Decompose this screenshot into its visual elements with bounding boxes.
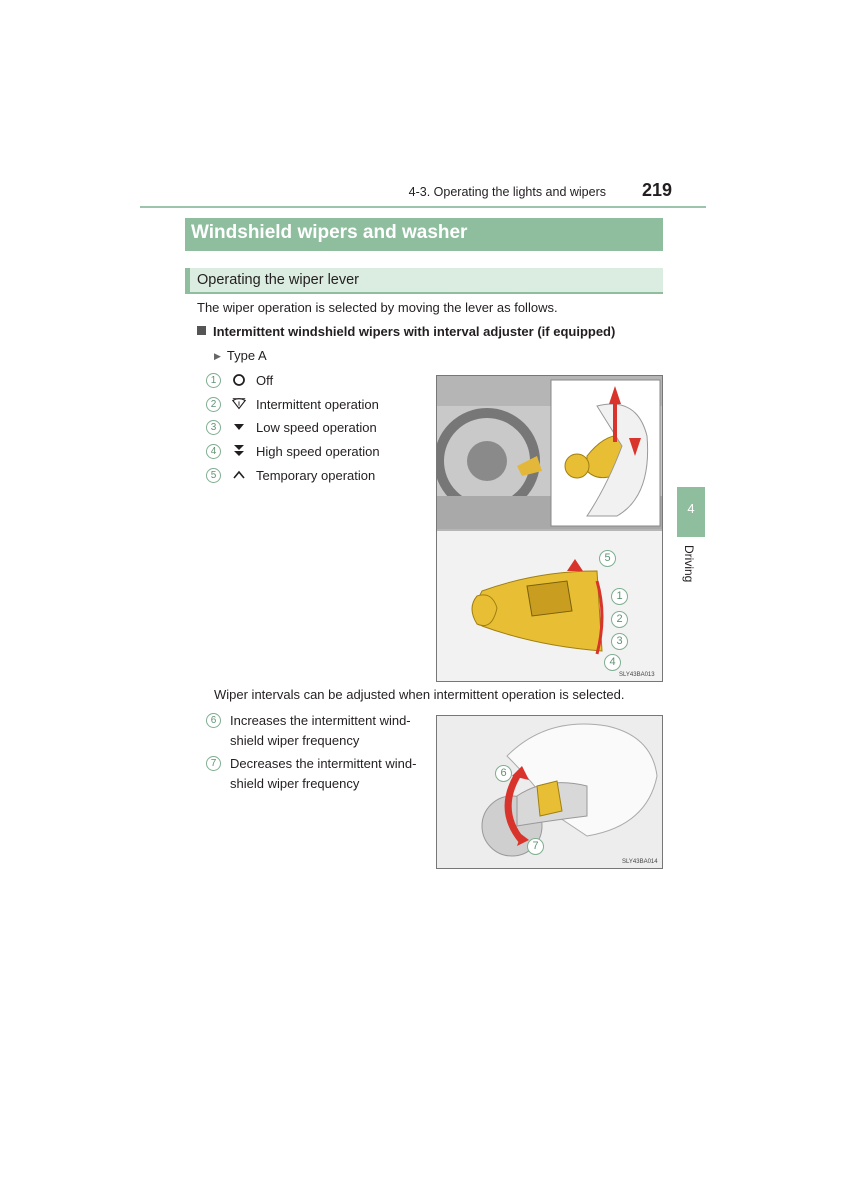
chapter-tab-label: Driving (682, 545, 696, 583)
position-marker: 5 (599, 548, 626, 567)
adjust-line: shield wiper frequency (230, 776, 360, 791)
chapter-tab: 4 (677, 487, 705, 537)
header-section-title: 4-3. Operating the lights and wipers (408, 185, 606, 199)
temporary-icon (231, 468, 247, 482)
position-marker: 6 (495, 763, 522, 782)
subsection-accent (185, 268, 190, 294)
interval-adjuster-figure (436, 715, 663, 869)
number-circle: 4 (206, 444, 221, 459)
position-marker: 2 (611, 609, 638, 628)
bullet-heading-text: Intermittent windshield wipers with interval adjuster (if equipped) (213, 324, 616, 339)
mode-item-intermittent (206, 394, 379, 414)
intro-text: The wiper operation is selected by moving the lever as follows. (197, 300, 558, 315)
triangle-bullet-icon: ▶ (214, 351, 221, 361)
mode-item-low (206, 417, 377, 437)
number-circle: 7 (206, 756, 221, 771)
high-speed-icon (231, 444, 247, 458)
figure-code: SLY43BA013 (619, 672, 655, 678)
adjust-line: Increases the intermittent wind- (230, 713, 411, 728)
mode-item-high (206, 441, 380, 461)
number-circle: 3 (206, 420, 221, 435)
mode-label: Temporary operation (256, 467, 376, 483)
page-number: 219 (641, 180, 672, 200)
section-title: Windshield wipers and washer (191, 222, 468, 243)
mode-label: Intermittent operation (256, 396, 379, 412)
square-bullet-icon (197, 326, 206, 335)
number-circle: 5 (206, 468, 221, 483)
interval-text: Wiper intervals can be adjusted when intermittent operation is selected. (214, 687, 625, 702)
subsection-title: Operating the wiper lever (197, 272, 359, 288)
number-circle: 6 (206, 713, 221, 728)
low-speed-icon (231, 420, 247, 434)
number-circle: 1 (206, 373, 221, 388)
adjust-decrease (206, 754, 426, 794)
type-label-text: Type A (226, 348, 267, 363)
mode-item-temporary (206, 465, 375, 485)
position-marker: 7 (527, 836, 554, 855)
intermittent-wiper-icon (231, 397, 247, 411)
adjust-line: Decreases the intermittent wind- (230, 756, 417, 771)
number-circle: 2 (206, 397, 221, 412)
position-marker: 1 (611, 586, 638, 605)
wiper-lever-figure (436, 375, 663, 682)
figure-code: SLY43BA014 (622, 859, 658, 865)
position-marker: 4 (604, 652, 631, 671)
bullet-heading (197, 324, 615, 339)
header-rule (140, 206, 706, 208)
adjust-increase (206, 711, 426, 751)
mode-label: High speed operation (256, 443, 380, 459)
mode-label: Off (256, 372, 274, 388)
mode-item-off (206, 370, 273, 390)
type-label (214, 348, 267, 363)
adjust-line: shield wiper frequency (230, 733, 360, 748)
mode-label: Low speed operation (256, 419, 377, 435)
position-marker: 3 (611, 631, 638, 650)
off-circle-icon (231, 373, 247, 387)
